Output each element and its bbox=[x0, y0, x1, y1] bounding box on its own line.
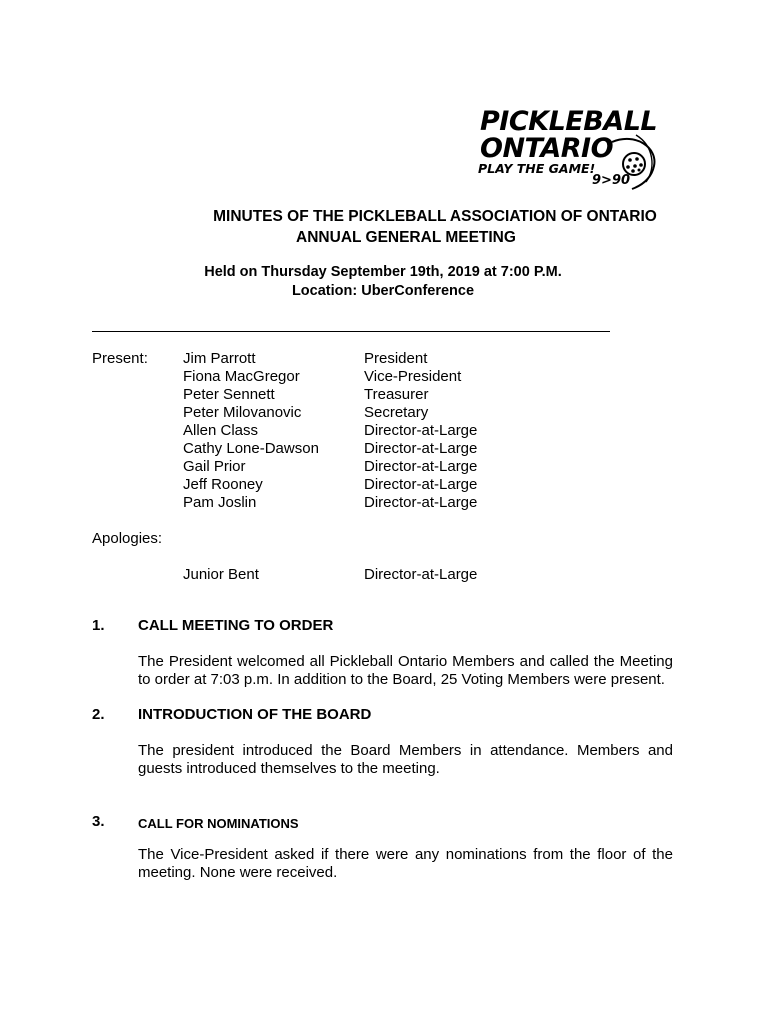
logo-line-1: PICKLEBALL bbox=[480, 106, 658, 137]
logo-number: 9>90 bbox=[592, 173, 631, 188]
section-body-line: The Vice-President asked if there were any nominations from the floor of the bbox=[138, 846, 673, 863]
section-body bbox=[138, 653, 673, 689]
attendee-name: Pam Joslin bbox=[183, 494, 257, 511]
section-body-line: guests introduced themselves to the meeting. bbox=[138, 760, 440, 777]
section-body-line: The president introduced the Board Members in attendance. Members and bbox=[138, 742, 673, 759]
section-title: CALL MEETING TO ORDER bbox=[138, 617, 334, 634]
section-number: 2. bbox=[92, 706, 105, 723]
attendee-role: Director-at-Large bbox=[364, 458, 478, 475]
present-label: Present: bbox=[92, 350, 148, 367]
pickleball-icon bbox=[606, 134, 660, 190]
section-body bbox=[138, 846, 673, 882]
logo-tagline: PLAY THE GAME! bbox=[478, 161, 596, 176]
attendee-role: Director-at-Large bbox=[364, 440, 478, 457]
apology-name: Junior Bent bbox=[183, 566, 259, 583]
attendee-name: Jeff Rooney bbox=[183, 476, 263, 493]
section-number: 3. bbox=[92, 813, 105, 830]
attendee-role: President bbox=[364, 350, 428, 367]
pickleball-ontario-logo bbox=[472, 106, 662, 192]
attendee-name: Cathy Lone-Dawson bbox=[183, 440, 319, 457]
attendee-name: Peter Milovanovic bbox=[183, 404, 302, 421]
section-body-line: The President welcomed all Pickleball Ontario Members and called the Meeting bbox=[138, 653, 673, 670]
horizontal-divider bbox=[92, 331, 610, 332]
attendee-role: Director-at-Large bbox=[364, 476, 478, 493]
section-body bbox=[138, 742, 673, 778]
document-title-line-1: MINUTES OF THE PICKLEBALL ASSOCIATION OF ONTARIO bbox=[213, 208, 657, 225]
attendee-role: Director-at-Large bbox=[364, 494, 478, 511]
attendee-role: Secretary bbox=[364, 404, 429, 421]
section-body-line: to order at 7:03 p.m. In addition to the Board, 25 Voting Members were present. bbox=[138, 671, 665, 688]
meeting-location-line: Location: UberConference bbox=[291, 283, 475, 299]
attendee-role: Vice-President bbox=[364, 368, 462, 385]
attendee-name: Allen Class bbox=[183, 422, 259, 439]
attendee-role: Director-at-Large bbox=[364, 422, 478, 439]
attendee-name: Fiona MacGregor bbox=[183, 368, 300, 385]
attendee-name: Peter Sennett bbox=[183, 386, 275, 403]
section-title: INTRODUCTION OF THE BOARD bbox=[138, 706, 372, 723]
section-title: CALL FOR NOMINATIONS bbox=[138, 816, 299, 831]
section-number: 1. bbox=[92, 617, 105, 634]
section-body-line: meeting. None were received. bbox=[138, 864, 338, 881]
document-title-line-2: ANNUAL GENERAL MEETING bbox=[296, 229, 516, 246]
attendee-name: Jim Parrott bbox=[183, 350, 256, 367]
attendee-name: Gail Prior bbox=[183, 458, 246, 475]
logo-line-2: ONTARIO bbox=[480, 133, 614, 164]
apology-role: Director-at-Large bbox=[364, 566, 478, 583]
apologies-label: Apologies: bbox=[92, 530, 163, 547]
meeting-date-line: Held on Thursday September 19th, 2019 at 7:00 P.M. bbox=[204, 264, 562, 280]
attendee-role: Treasurer bbox=[364, 386, 429, 403]
